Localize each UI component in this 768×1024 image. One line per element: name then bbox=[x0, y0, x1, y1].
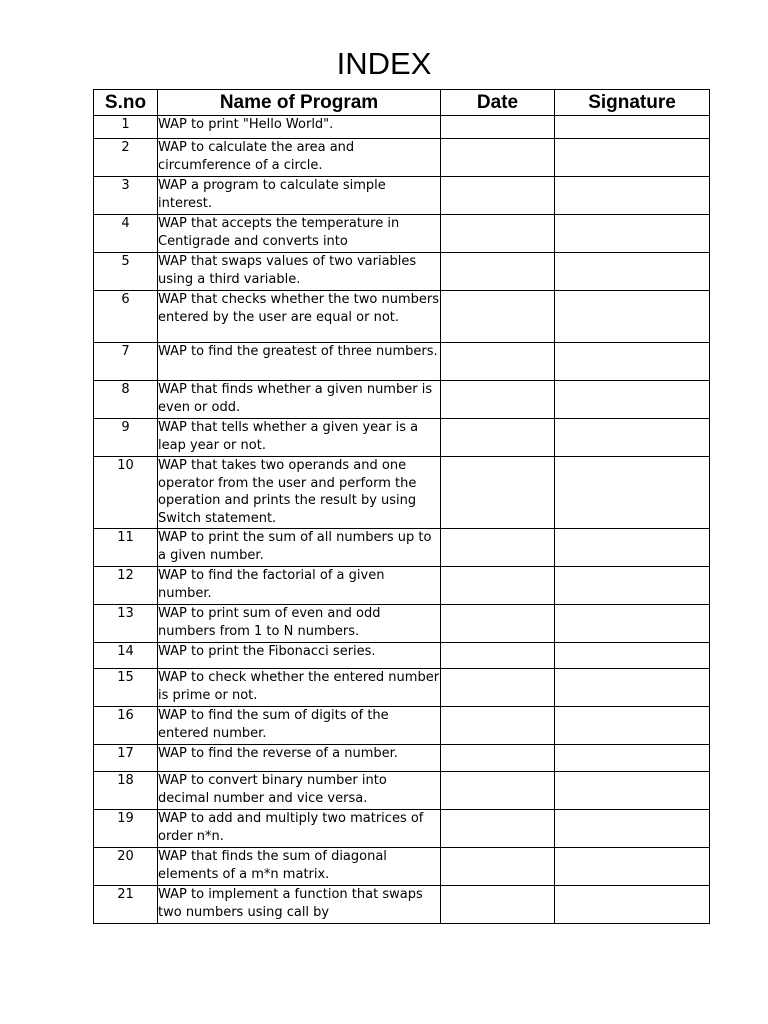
table-row bbox=[94, 643, 710, 669]
cell-sno: 12 bbox=[94, 567, 158, 605]
cell-date bbox=[441, 848, 555, 886]
cell-signature bbox=[555, 707, 710, 745]
cell-signature bbox=[555, 605, 710, 643]
cell-signature bbox=[555, 253, 710, 291]
table-body bbox=[94, 116, 710, 924]
cell-signature bbox=[555, 886, 710, 924]
table-row bbox=[94, 886, 710, 924]
table-row bbox=[94, 116, 710, 139]
table-row bbox=[94, 419, 710, 457]
cell-sno: 5 bbox=[94, 253, 158, 291]
cell-signature bbox=[555, 772, 710, 810]
cell-program-name: WAP that checks whether the two numbers entered by the user are equal or not. bbox=[158, 291, 441, 343]
cell-sno: 11 bbox=[94, 529, 158, 567]
cell-date bbox=[441, 707, 555, 745]
cell-sno: 17 bbox=[94, 745, 158, 772]
table-row bbox=[94, 215, 710, 253]
cell-date bbox=[441, 253, 555, 291]
cell-sno: 8 bbox=[94, 381, 158, 419]
cell-sno: 13 bbox=[94, 605, 158, 643]
cell-signature bbox=[555, 643, 710, 669]
cell-sno: 2 bbox=[94, 139, 158, 177]
table-row bbox=[94, 139, 710, 177]
cell-program-name: WAP to print sum of even and odd numbers from 1 to N numbers. bbox=[158, 605, 441, 643]
page-title: INDEX bbox=[336, 46, 432, 81]
table-row bbox=[94, 529, 710, 567]
cell-date bbox=[441, 381, 555, 419]
cell-signature bbox=[555, 529, 710, 567]
cell-sno: 7 bbox=[94, 343, 158, 381]
cell-program-name: WAP to print "Hello World". bbox=[158, 116, 441, 139]
table-row bbox=[94, 707, 710, 745]
cell-sno: 1 bbox=[94, 116, 158, 139]
table-row bbox=[94, 567, 710, 605]
cell-date bbox=[441, 529, 555, 567]
cell-signature bbox=[555, 567, 710, 605]
cell-program-name: WAP to find the reverse of a number. bbox=[158, 745, 441, 772]
table-row bbox=[94, 669, 710, 707]
cell-program-name: WAP that finds whether a given number is even or odd. bbox=[158, 381, 441, 419]
table-row bbox=[94, 848, 710, 886]
cell-program-name: WAP that tells whether a given year is a leap year or not. bbox=[158, 419, 441, 457]
table-row bbox=[94, 772, 710, 810]
column-header-sno: S.no bbox=[94, 90, 158, 116]
cell-program-name: WAP to convert binary number into decimal number and vice versa. bbox=[158, 772, 441, 810]
cell-date bbox=[441, 419, 555, 457]
table-row bbox=[94, 457, 710, 529]
cell-program-name: WAP that finds the sum of diagonal elements of a m*n matrix. bbox=[158, 848, 441, 886]
cell-date bbox=[441, 139, 555, 177]
column-header-signature: Signature bbox=[555, 90, 710, 116]
cell-sno: 18 bbox=[94, 772, 158, 810]
cell-program-name: WAP that accepts the temperature in Centigrade and converts into bbox=[158, 215, 441, 253]
cell-date bbox=[441, 745, 555, 772]
cell-signature bbox=[555, 215, 710, 253]
cell-sno: 9 bbox=[94, 419, 158, 457]
cell-program-name: WAP to calculate the area and circumference of a circle. bbox=[158, 139, 441, 177]
cell-program-name: WAP to implement a function that swaps two numbers using call by bbox=[158, 886, 441, 924]
cell-sno: 10 bbox=[94, 457, 158, 529]
cell-date bbox=[441, 605, 555, 643]
cell-signature bbox=[555, 343, 710, 381]
cell-sno: 21 bbox=[94, 886, 158, 924]
cell-program-name: WAP to find the greatest of three numbers. bbox=[158, 343, 441, 381]
cell-program-name: WAP to print the Fibonacci series. bbox=[158, 643, 441, 669]
table-row bbox=[94, 810, 710, 848]
cell-sno: 19 bbox=[94, 810, 158, 848]
table-row bbox=[94, 177, 710, 215]
table-row bbox=[94, 381, 710, 419]
table-row bbox=[94, 253, 710, 291]
cell-program-name: WAP a program to calculate simple interest. bbox=[158, 177, 441, 215]
cell-program-name: WAP that takes two operands and one operator from the user and perform the operation and prints the result by using Switch statement. bbox=[158, 457, 441, 529]
cell-sno: 3 bbox=[94, 177, 158, 215]
cell-program-name: WAP that swaps values of two variables using a third variable. bbox=[158, 253, 441, 291]
table-row bbox=[94, 343, 710, 381]
cell-signature bbox=[555, 116, 710, 139]
cell-program-name: WAP to print the sum of all numbers up to a given number. bbox=[158, 529, 441, 567]
cell-date bbox=[441, 772, 555, 810]
cell-date bbox=[441, 886, 555, 924]
cell-signature bbox=[555, 419, 710, 457]
cell-program-name: WAP to find the sum of digits of the entered number. bbox=[158, 707, 441, 745]
cell-sno: 20 bbox=[94, 848, 158, 886]
cell-program-name: WAP to find the factorial of a given number. bbox=[158, 567, 441, 605]
table-row bbox=[94, 745, 710, 772]
cell-signature bbox=[555, 669, 710, 707]
cell-date bbox=[441, 643, 555, 669]
cell-sno: 16 bbox=[94, 707, 158, 745]
cell-sno: 14 bbox=[94, 643, 158, 669]
cell-sno: 15 bbox=[94, 669, 158, 707]
cell-date bbox=[441, 291, 555, 343]
cell-date bbox=[441, 810, 555, 848]
cell-date bbox=[441, 457, 555, 529]
table-row bbox=[94, 605, 710, 643]
table-row bbox=[94, 291, 710, 343]
header-row bbox=[94, 90, 710, 116]
cell-date bbox=[441, 116, 555, 139]
cell-program-name: WAP to check whether the entered number is prime or not. bbox=[158, 669, 441, 707]
column-header-name: Name of Program bbox=[158, 90, 441, 116]
cell-signature bbox=[555, 810, 710, 848]
cell-signature bbox=[555, 745, 710, 772]
cell-signature bbox=[555, 291, 710, 343]
cell-date bbox=[441, 343, 555, 381]
cell-date bbox=[441, 215, 555, 253]
cell-date bbox=[441, 567, 555, 605]
index-table bbox=[93, 89, 710, 924]
cell-signature bbox=[555, 457, 710, 529]
cell-sno: 6 bbox=[94, 291, 158, 343]
cell-signature bbox=[555, 848, 710, 886]
cell-date bbox=[441, 177, 555, 215]
cell-date bbox=[441, 669, 555, 707]
cell-signature bbox=[555, 177, 710, 215]
cell-program-name: WAP to add and multiply two matrices of order n*n. bbox=[158, 810, 441, 848]
column-header-date: Date bbox=[441, 90, 555, 116]
cell-signature bbox=[555, 139, 710, 177]
cell-signature bbox=[555, 381, 710, 419]
cell-sno: 4 bbox=[94, 215, 158, 253]
